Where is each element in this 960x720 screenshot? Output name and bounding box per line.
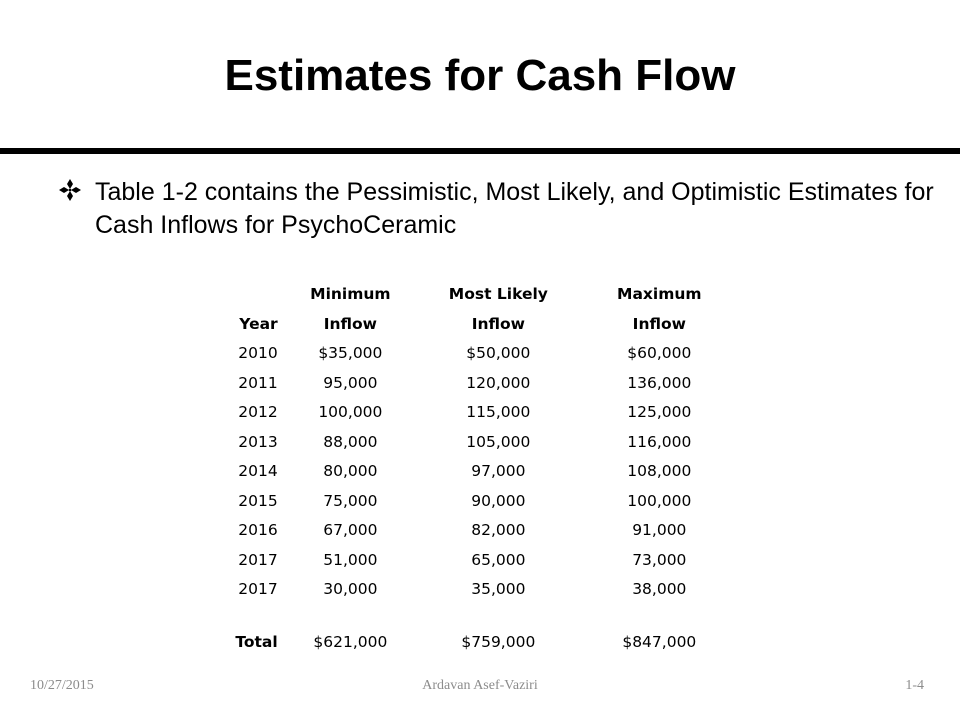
table-cell: 51,000 [323,550,378,569]
table-cell: 38,000 [632,580,687,598]
total-label: Total [235,632,278,651]
table-header-cell: Maximum [617,285,702,303]
table-header-cell: Inflow [323,314,377,333]
table-header-cell: Year [239,314,278,333]
table-cell: 82,000 [471,521,526,539]
table-cell: 2015 [238,491,278,510]
table-cell: $35,000 [318,344,383,362]
table-cell: 30,000 [323,580,378,598]
table-header-cell: Inflow [632,314,686,333]
table-cell: 105,000 [466,432,531,451]
table-cell: 91,000 [632,521,687,539]
table-spacer-row [205,605,745,628]
title-divider [0,148,960,154]
table-header-row [205,310,745,340]
table-row [205,398,745,428]
table-cell: 80,000 [323,462,378,480]
table-cell: $50,000 [466,344,531,362]
footer-date: 10/27/2015 [30,678,94,693]
footer-author: Ardavan Asef-Vaziri [422,678,538,693]
table-cell: $759,000 [461,632,536,651]
table-cell: 67,000 [323,521,378,539]
table-row [205,369,745,399]
table-cell: 2011 [238,373,278,392]
table-cell: 2016 [238,521,278,539]
table-row [205,575,745,605]
table-cell: 2013 [238,432,278,451]
table-header-cell: Minimum [310,285,391,303]
table-cell: 65,000 [471,550,526,569]
table-cell: 108,000 [627,462,692,480]
table-row [205,457,745,487]
table-row [205,516,745,546]
table-cell: 88,000 [323,432,378,451]
table-total-row [205,628,745,658]
table-row [205,428,745,458]
table-cell: 136,000 [627,373,692,392]
bullet-text: Table 1-2 contains the Pessimistic, Most Likely, and Optimistic Estimates for Cash Inflows for PsychoCeramic [95,178,934,239]
table-cell: 95,000 [323,373,378,392]
table-cell: 90,000 [471,491,526,510]
table-cell: 2017 [238,580,278,598]
table-header-cell [205,280,278,310]
table-row [205,546,745,576]
table-row [205,339,745,369]
table-cell: 2014 [238,462,278,480]
table-cell: $621,000 [313,632,388,651]
table-cell: $60,000 [627,344,692,362]
table-cell: 75,000 [323,491,378,510]
cash-inflow-table [205,280,745,657]
table-row [205,487,745,517]
table-cell: 97,000 [471,462,526,480]
table-cell: 100,000 [318,403,383,421]
table-cell: 2012 [238,403,278,421]
table-cell: 2017 [238,550,278,569]
table-header-cell: Inflow [471,314,525,333]
table-header-cell: Most Likely [448,285,548,303]
table-cell: 73,000 [632,550,687,569]
table-cell: 35,000 [471,580,526,598]
table-cell: 116,000 [627,432,692,451]
table-header-row [205,280,745,310]
table-cell: 115,000 [466,403,531,421]
slide-title: Estimates for Cash Flow [224,51,736,100]
table-cell: 2010 [238,344,278,362]
table-cell: 120,000 [466,373,531,392]
table-cell: $847,000 [622,632,697,651]
diamond-four-icon [58,178,82,202]
table-cell: 100,000 [627,491,692,510]
footer-page-number: 1-4 [905,678,924,693]
table-cell: 125,000 [627,403,692,421]
